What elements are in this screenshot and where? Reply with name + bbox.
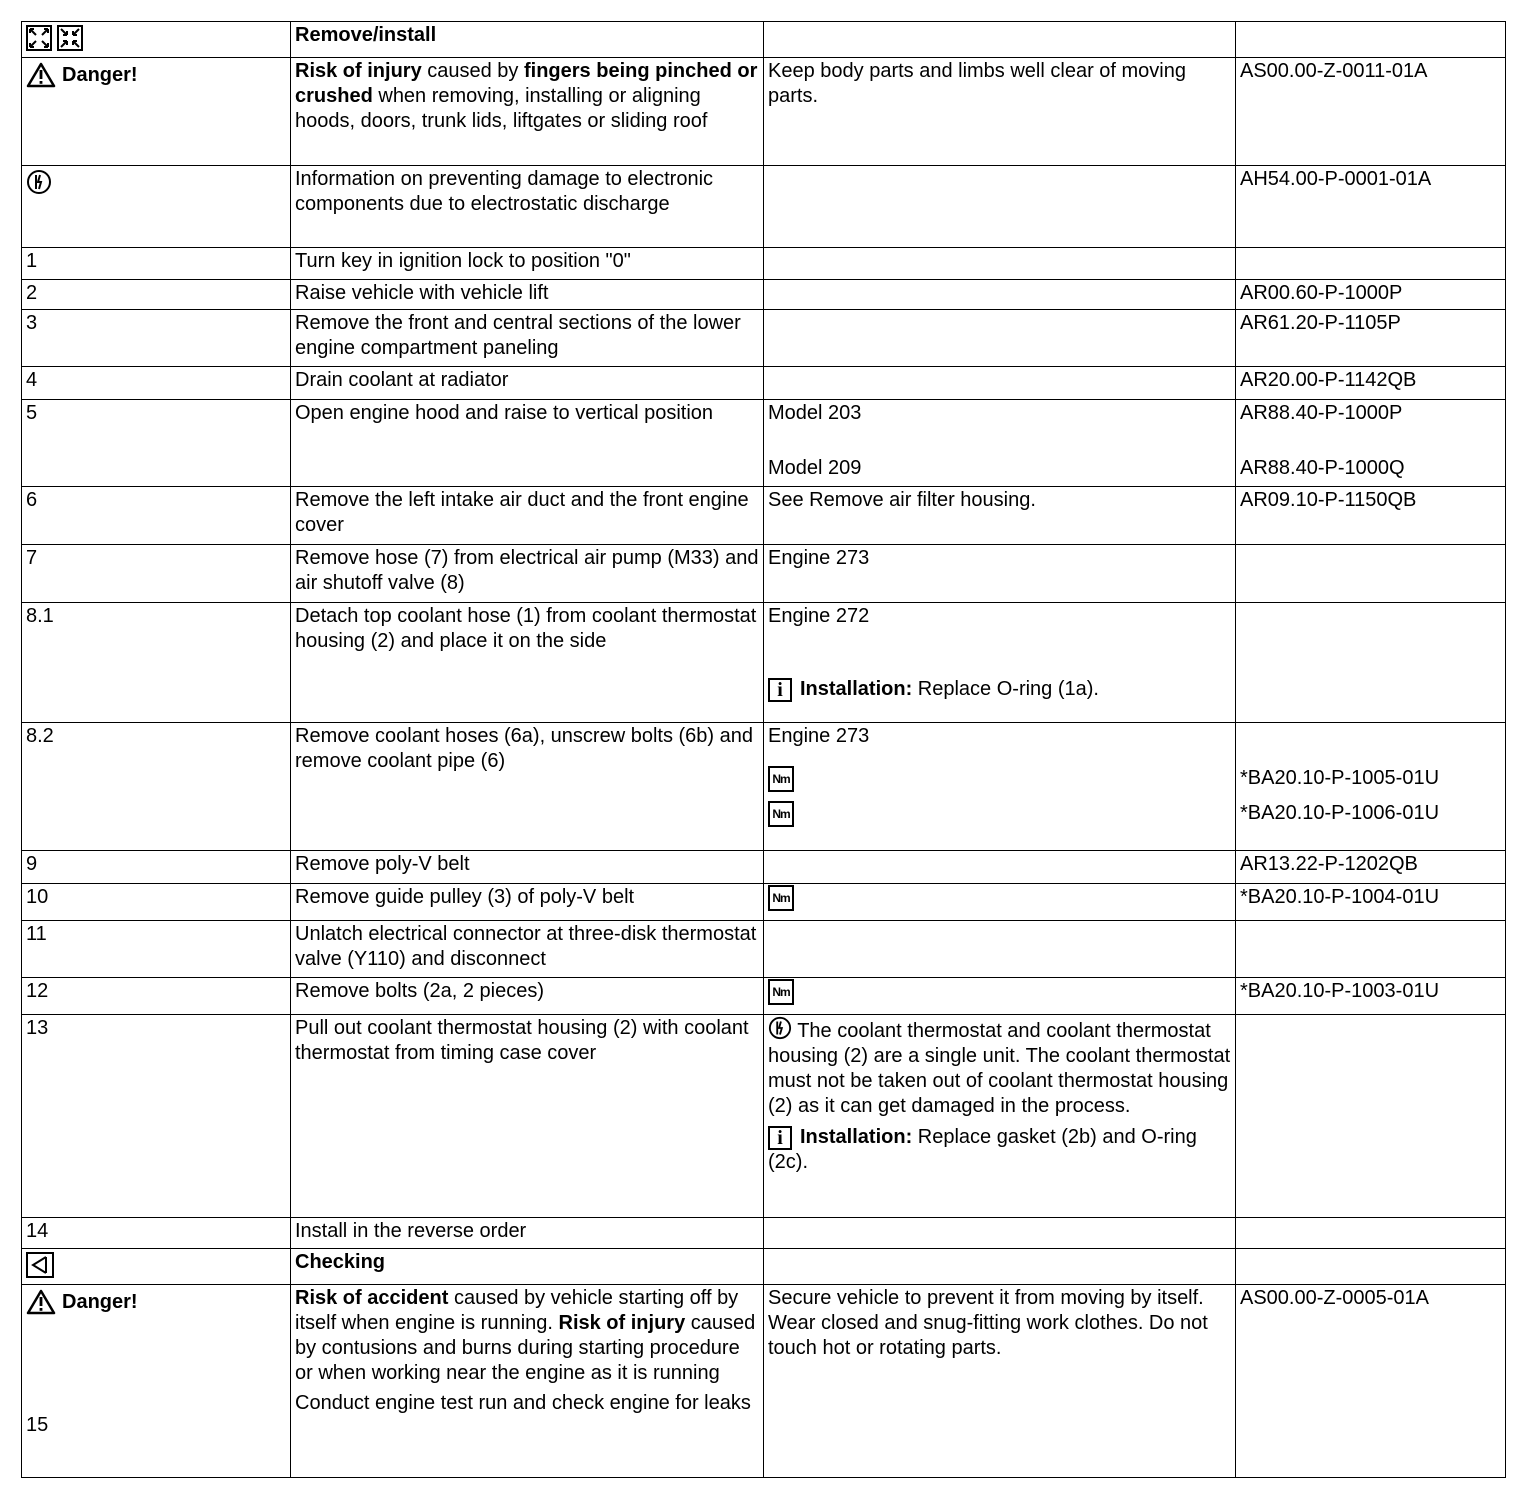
table-row-header	[22, 22, 1506, 58]
step-number: 15	[26, 1414, 49, 1436]
reference-link[interactable]: AR20.00-P-1142QB	[1240, 369, 1417, 391]
warning-triangle-icon	[26, 62, 56, 88]
section-title-remove-install: Remove/install	[295, 24, 437, 46]
step-text: Remove coolant hoses (6a), unscrew bolts (6b) and remove coolant pipe (6)	[295, 725, 754, 772]
install-icon	[57, 25, 83, 51]
reference-link[interactable]: AH54.00-P-0001-01A	[1240, 168, 1432, 190]
step-note: See Remove air filter housing.	[768, 489, 1036, 511]
step-number: 13	[26, 1017, 49, 1039]
esd-icon	[768, 1016, 792, 1040]
table-row	[22, 884, 1506, 921]
table-row	[22, 400, 1506, 487]
step-note: Engine 273	[768, 547, 870, 569]
installation-note: i Installation: Replace O-ring (1a).	[768, 677, 1231, 702]
step-text: Remove bolts (2a, 2 pieces)	[295, 980, 545, 1002]
step-text: Turn key in ignition lock to position "0"	[295, 250, 631, 272]
step-number: 14	[26, 1220, 49, 1242]
step-number: 10	[26, 886, 49, 908]
table-row-danger	[22, 58, 1506, 166]
table-row	[22, 487, 1506, 545]
torque-icon: Nm	[768, 885, 794, 911]
table-row	[22, 603, 1506, 723]
reference-link[interactable]: *BA20.10-P-1003-01U	[1240, 980, 1440, 1002]
procedure-table	[21, 21, 1506, 1478]
reference-link[interactable]: AR88.40-P-1000P	[1240, 402, 1403, 424]
danger-text: Risk of injury caused by fingers being pinched or crushed when removing, installing or aligning hoods, doors, trunk lids, liftgates or sliding roof	[291, 58, 764, 166]
reference-link[interactable]: AS00.00-Z-0011-01A	[1240, 60, 1428, 82]
table-row	[22, 545, 1506, 603]
info-icon: i	[768, 678, 792, 702]
step-number: 8.1	[26, 605, 54, 627]
table-row	[22, 248, 1506, 280]
reference-link[interactable]: *BA20.10-P-1006-01U	[1240, 802, 1440, 824]
table-row	[22, 851, 1506, 884]
esd-icon	[26, 169, 52, 195]
danger-label: Danger!	[62, 1290, 138, 1313]
step-note: Engine 272	[768, 605, 870, 627]
step-text: Remove poly-V belt	[295, 853, 470, 875]
danger-label: Danger!	[62, 63, 138, 86]
table-row	[22, 280, 1506, 310]
remove-icon	[26, 25, 52, 51]
step-text: Conduct engine test run and check engine for leaks	[295, 1392, 751, 1414]
step-text: Raise vehicle with vehicle lift	[295, 282, 549, 304]
table-row	[22, 1218, 1506, 1249]
warning-triangle-icon	[26, 1289, 56, 1315]
reference-link[interactable]: AR61.20-P-1105P	[1240, 312, 1401, 334]
header-icons-cell	[22, 22, 291, 58]
torque-icon: Nm	[768, 766, 794, 792]
step-text: Open engine hood and raise to vertical position	[295, 402, 714, 424]
reference-link[interactable]: *BA20.10-P-1004-01U	[1240, 886, 1440, 908]
esd-text: Information on preventing damage to electronic components due to electrostatic discharge	[295, 168, 714, 215]
step-text: Unlatch electrical connector at three-disk thermostat valve (Y110) and disconnect	[295, 923, 757, 970]
info-icon: i	[768, 1126, 792, 1150]
reference-link[interactable]: AS00.00-Z-0005-01A	[1240, 1287, 1430, 1309]
step-text: Remove hose (7) from electrical air pump (M33) and air shutoff valve (8)	[295, 547, 759, 594]
model-note: Model 209	[768, 457, 862, 479]
table-row	[22, 921, 1506, 978]
reference-link[interactable]: AR13.22-P-1202QB	[1240, 853, 1418, 875]
step-number: 8.2	[26, 725, 54, 747]
step-number: 4	[26, 369, 38, 391]
step-note: Engine 273	[768, 725, 870, 747]
step-text: Remove guide pulley (3) of poly-V belt	[295, 886, 635, 908]
reference-link[interactable]: AR88.40-P-1000Q	[1240, 457, 1405, 479]
table-row	[22, 310, 1506, 367]
danger-note: Keep body parts and limbs well clear of moving parts.	[768, 60, 1186, 107]
table-row	[22, 978, 1506, 1015]
step-number: 3	[26, 312, 38, 334]
table-row	[22, 723, 1506, 851]
torque-icon: Nm	[768, 979, 794, 1005]
installation-note: i Installation: Replace gasket (2b) and O-ring (2c).	[768, 1126, 1197, 1173]
step-text: Install in the reverse order	[295, 1220, 527, 1242]
step-text: Remove the left intake air duct and the front engine cover	[295, 489, 749, 536]
danger-note: Secure vehicle to prevent it from moving by itself.	[768, 1287, 1204, 1309]
step-number: 6	[26, 489, 38, 511]
checking-icon	[26, 1252, 54, 1278]
step-number: 9	[26, 853, 38, 875]
table-row-esd	[22, 166, 1506, 248]
table-row	[22, 1015, 1506, 1218]
step-text: Pull out coolant thermostat housing (2) with coolant thermostat from timing case cover	[295, 1017, 749, 1064]
step-number: 5	[26, 402, 38, 424]
torque-icon: Nm	[768, 801, 794, 827]
step-text: Remove the front and central sections of the lower engine compartment paneling	[295, 312, 741, 359]
table-row	[22, 367, 1506, 400]
reference-link[interactable]: *BA20.10-P-1005-01U	[1240, 767, 1440, 789]
table-row-checking	[22, 1249, 1506, 1285]
step-number: 7	[26, 547, 38, 569]
step-text: Detach top coolant hose (1) from coolant thermostat housing (2) and place it on the side	[295, 605, 757, 652]
model-note: Model 203	[768, 402, 862, 424]
section-title-checking: Checking	[295, 1251, 386, 1273]
step-text: Drain coolant at radiator	[295, 369, 509, 391]
danger-text: Risk of accident caused by vehicle starting off by itself when engine is running. Risk of injury caused by contusions and burns during starting procedure or when working near the engine as it is running	[295, 1287, 756, 1384]
step-number: 11	[26, 923, 47, 945]
reference-link[interactable]: AR00.60-P-1000P	[1240, 282, 1403, 304]
step-number: 1	[26, 250, 38, 272]
step-number: 12	[26, 980, 49, 1002]
table-row-danger	[22, 1285, 1506, 1478]
esd-note: The coolant thermostat and coolant thermostat housing (2) are a single unit. The coolant thermostat must not be taken out of coolant thermostat housing (2) as it can get damaged in the process.	[768, 1016, 1231, 1119]
step-number: 2	[26, 282, 38, 304]
danger-note: Wear closed and snug-fitting work clothes. Do not touch hot or rotating parts.	[768, 1312, 1208, 1359]
reference-link[interactable]: AR09.10-P-1150QB	[1240, 489, 1417, 511]
